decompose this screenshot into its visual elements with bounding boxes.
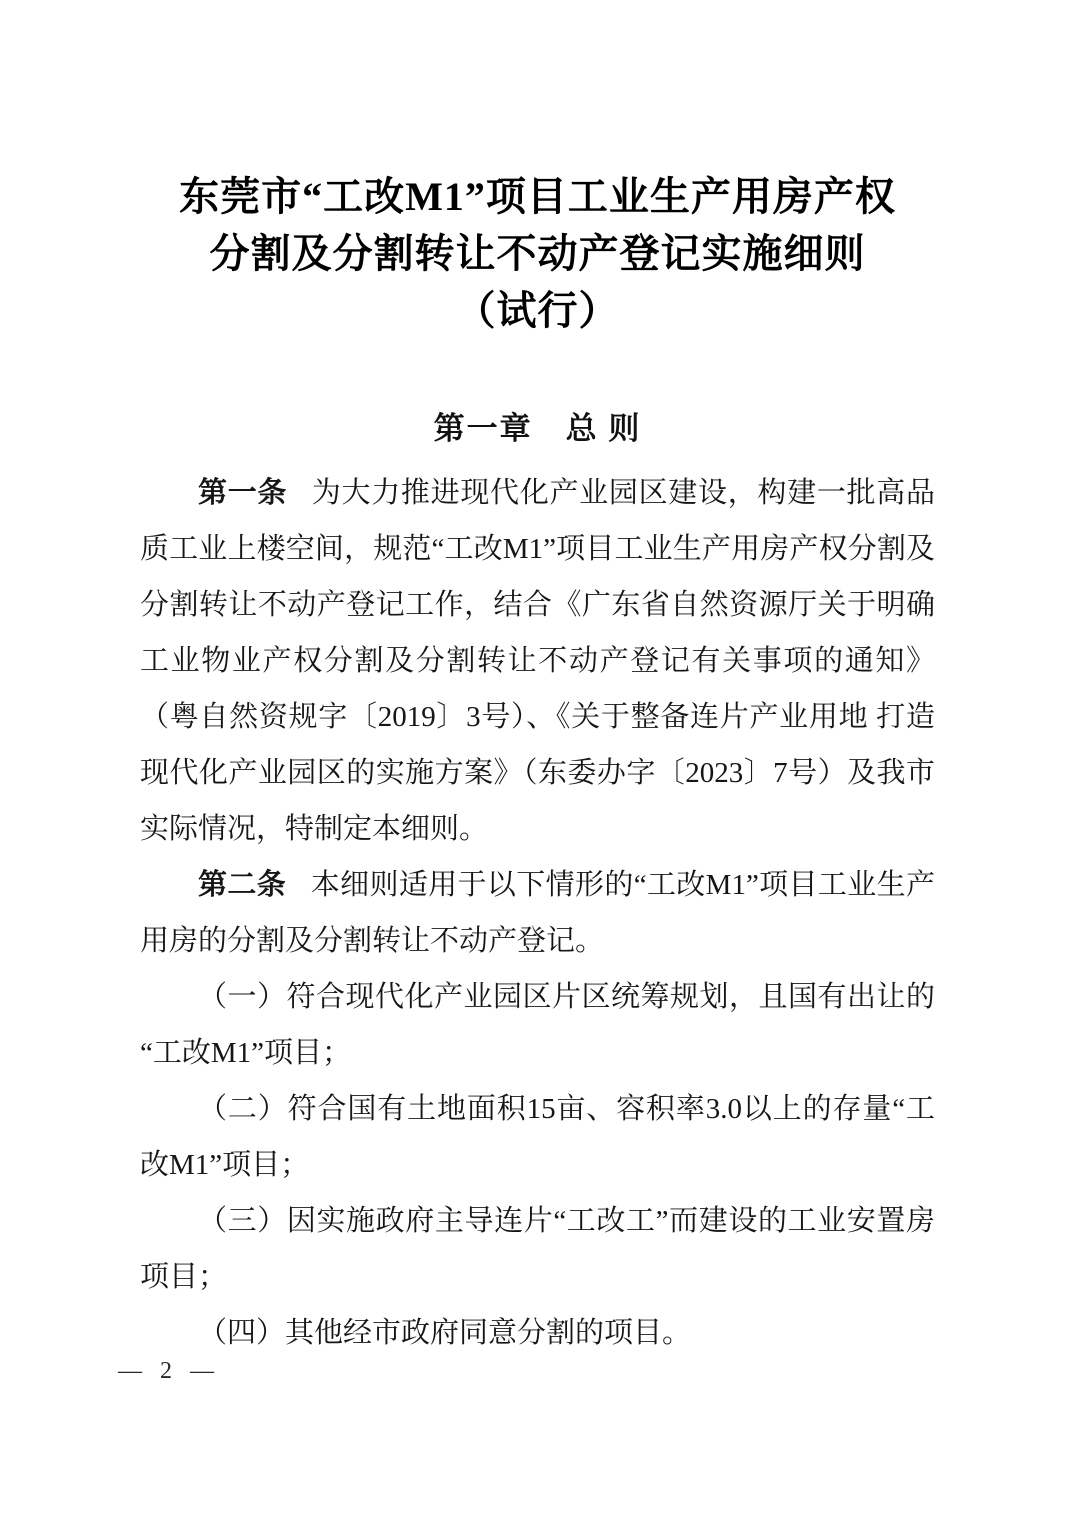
article-1-number: 第一条	[198, 477, 288, 509]
title-line-2: 分割及分割转让不动产登记实施细则	[209, 231, 866, 276]
item-2-text: （二）符合国有土地面积15亩、容积率3.0以上的存量“工改M1”项目；	[140, 1093, 935, 1181]
article-2-text: 本细则适用于以下情形的“工改M1”项目工业生产用房的分割及分割转让不动产登记。	[140, 869, 935, 957]
item-3-text: （三）因实施政府主导连片“工改工”而建设的工业安置房项目；	[140, 1205, 935, 1293]
article-2-item-2	[140, 1081, 935, 1193]
page-number: — 2 —	[118, 1358, 220, 1384]
article-2-item-4	[140, 1305, 935, 1361]
article-2-paragraph	[140, 857, 935, 969]
document-title	[140, 168, 935, 339]
article-2-item-1	[140, 969, 935, 1081]
item-4-text: （四）其他经市政府同意分割的项目。	[198, 1317, 692, 1349]
title-line-1: 东莞市“工改M1”项目工业生产用房产权	[179, 174, 896, 219]
title-line-3: （试行）	[455, 288, 620, 333]
article-2-item-3	[140, 1193, 935, 1305]
article-2-number: 第二条	[198, 869, 287, 901]
item-1-text: （一）符合现代化产业园区片区统筹规划，且国有出让的“工改M1”项目；	[140, 981, 935, 1069]
article-1-paragraph	[140, 465, 935, 857]
chapter-heading: 第一章 总 则	[433, 411, 642, 446]
article-1-text: 为大力推进现代化产业园区建设，构建一批高品质工业上楼空间，规范“工改M1”项目工业生产用房产权分割及分割转让不动产登记工作，结合《广东省自然资源厅关于明确工业物业产权分割及分割转让不动产登记有关事项的通知》（粤自然资规字〔2019〕3号）、《关于整备连片产业用地 打造现代化产业园区的实施方案》（东委办字〔2023〕7号）及我市实际情况，特制定本细则。	[140, 477, 935, 845]
